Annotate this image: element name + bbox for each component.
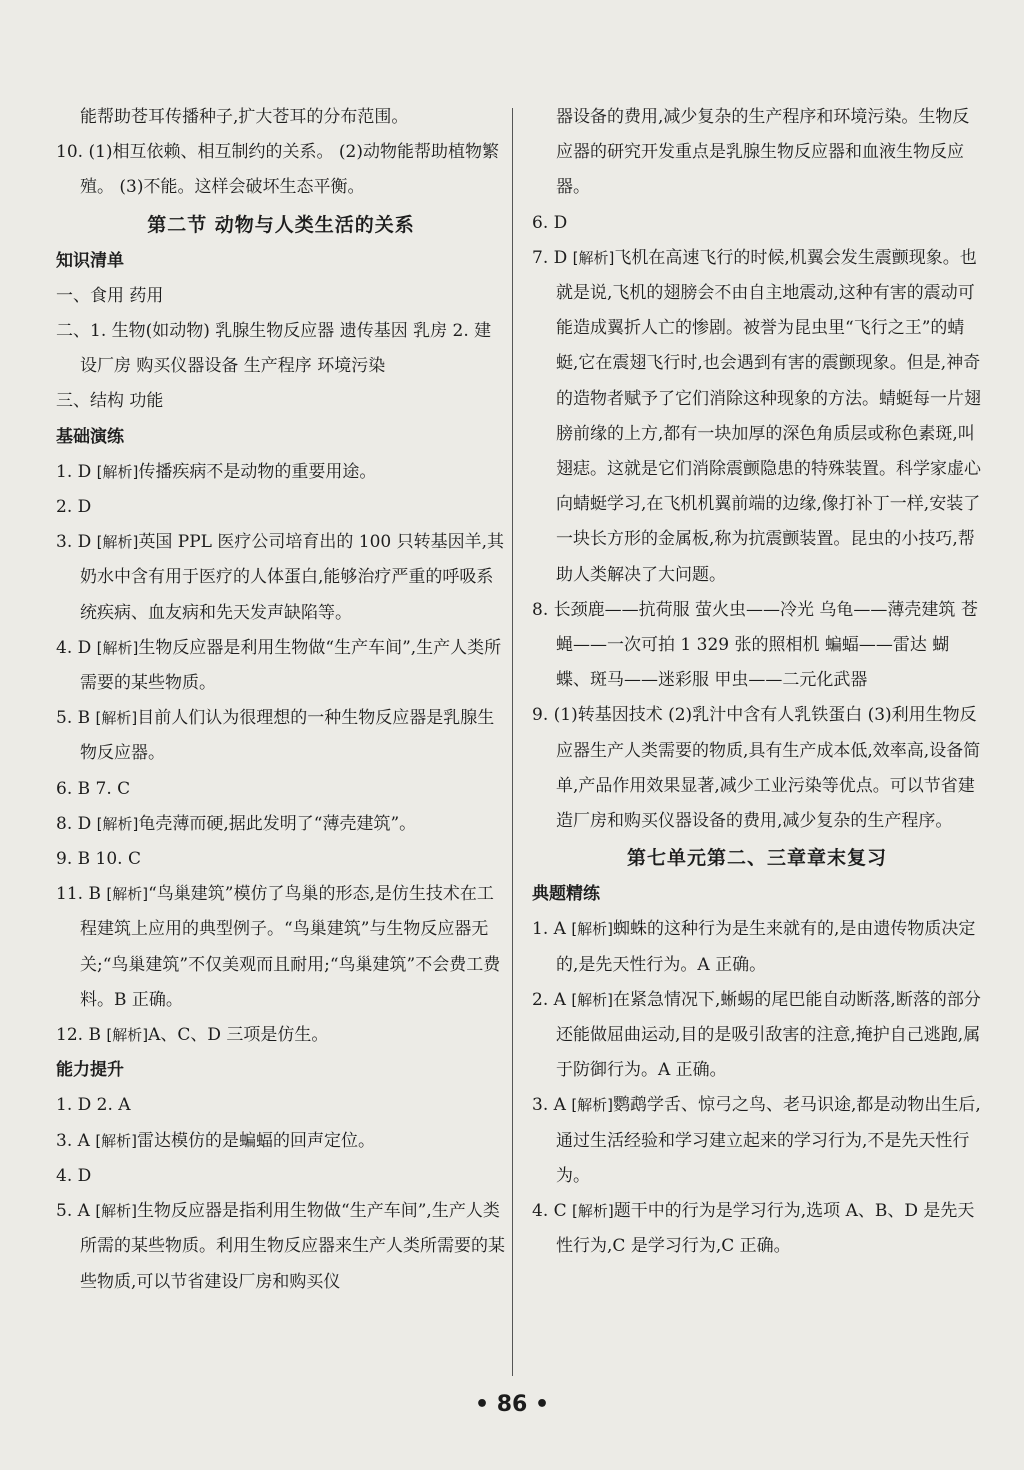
answer-1: 1. D [解析]传播疾病不是动物的重要用途。 <box>56 461 377 482</box>
knowledge-1: 一、食用 药用 <box>56 285 164 306</box>
ability-6: 6. D <box>532 212 568 233</box>
text-line: 能帮助苍耳传播种子,扩大苍耳的分布范围。 <box>80 107 409 127</box>
subsection-ability: 能力提升 <box>56 1060 124 1081</box>
answer-12: 12. B [解析]A、C、D 三项是仿生。 <box>56 1025 329 1046</box>
answer-6-7: 6. B 7. C <box>56 778 131 799</box>
review-2: 2. A [解析]在紧急情况下,蜥蜴的尾巴能自动断落,断落的部分还能做屈曲运动,目的是吸引敌害的注意,掩护自己逃跑,属于防御行为。A 正确。 <box>532 989 981 1081</box>
left-column <box>56 100 506 1300</box>
ability-3: 3. A [解析]雷达模仿的是蝙蝠的回声定位。 <box>56 1130 376 1151</box>
right-column <box>532 100 982 1265</box>
knowledge-3: 三、结构 功能 <box>56 391 164 412</box>
knowledge-2: 二、1. 生物(如动物) 乳腺生物反应器 遗传基因 乳房 2. 建设厂房 购买仪器设备 生产程序 环境污染 <box>56 321 492 377</box>
column-divider <box>512 108 513 1376</box>
page-number: • 86 • <box>474 1392 550 1417</box>
section-title: 第二节 动物与人类生活的关系 <box>147 213 415 236</box>
answer-11: 11. B [解析]“鸟巢建筑”模仿了鸟巢的形态,是仿生技术在工程建筑上应用的典型例子。“鸟巢建筑”与生物反应器无关;“鸟巢建筑”不仅美观而且耐用;“鸟巢建筑”不会费工费料。B 正确。 <box>56 884 501 1010</box>
ability-7: 7. D [解析]飞机在高速飞行的时候,机翼会发生震颤现象。也就是说,飞机的翅膀会不由自主地震动,这种有害的震动可能造成翼折人亡的惨剧。被誉为昆虫里“飞行之王”的蜻蜓,它在震翅飞行时,也会遇到有害的震颤现象。但是,神奇的造物者赋予了它们消除这种现象的方法。蜻蜓每一片翅膀前缘的上方,都有一块加厚的深色角质层或称色素斑,叫翅痣。这就是它们消除震颤隐患的特殊装置。科学家虚心向蜻蜓学习,在飞机机翼前端的边缘,像打补丁一样,安装了一块长方形的金属板,称为抗震颤装置。昆虫的小技巧,帮助人类解决了大问题。 <box>532 247 981 585</box>
answer-5: 5. B [解析]目前人们认为很理想的一种生物反应器是乳腺生物反应器。 <box>56 708 495 764</box>
subsection-typical: 典题精练 <box>532 884 600 905</box>
answer-10: 10. (1)相互依赖、相互制约的关系。 (2)动物能帮助植物繁殖。 (3)不能。这样会破坏生态平衡。 <box>56 142 500 198</box>
answer-4: 4. D [解析]生物反应器是利用生物做“生产车间”,生产人类所需要的某些物质。 <box>56 637 502 694</box>
answer-8: 8. D [解析]龟壳薄而硬,据此发明了“薄壳建筑”。 <box>56 813 417 834</box>
answer-2: 2. D <box>56 497 92 518</box>
ability-1-2: 1. D 2. A <box>56 1095 131 1116</box>
chapter-review-title: 第七单元第二、三章章末复习 <box>626 847 887 870</box>
subsection-knowledge: 知识清单 <box>56 250 124 271</box>
ability-9: 9. (1)转基因技术 (2)乳汁中含有人乳铁蛋白 (3)利用生物反应器生产人类需要的物质,具有生产成本低,效率高,设备简单,产品作用效果显著,减少工业污染等优点。可以节省建造厂房和购买仪器设备的费用,减少复杂的生产程序。 <box>532 705 981 832</box>
answer-3: 3. D [解析]英国 PPL 医疗公司培育出的 100 只转基因羊,其奶水中含有用于医疗的人体蛋白,能够治疗严重的呼吸系统疾病、血友病和先天发声缺陷等。 <box>56 532 505 623</box>
ability-5: 5. A [解析]生物反应器是指利用生物做“生产车间”,生产人类所需的某些物质。利用生物反应器来生产人类所需要的某些物质,可以节省建设厂房和购买仪 <box>56 1201 505 1292</box>
text-continuation: 器设备的费用,减少复杂的生产程序和环境污染。生物反应器的研究开发重点是乳腺生物反应器和血液生物反应器。 <box>556 107 970 198</box>
ability-4: 4. D <box>56 1165 92 1186</box>
review-4: 4. C [解析]题干中的行为是学习行为,选项 A、B、D 是先天性行为,C 是学习行为,C 正确。 <box>532 1201 975 1257</box>
answer-9-10: 9. B 10. C <box>56 849 141 870</box>
review-3: 3. A [解析]鹦鹉学舌、惊弓之鸟、老马识途,都是动物出生后,通过生活经验和学习建立起来的学习行为,不是先天性行为。 <box>532 1095 981 1186</box>
ability-8: 8. 长颈鹿——抗荷服 萤火虫——冷光 乌龟——薄壳建筑 苍蝇——一次可拍 1 329 张的照相机 蝙蝠——雷达 蝴蝶、斑马——迷彩服 甲虫——二元化武器 <box>532 599 978 691</box>
subsection-basic: 基础演练 <box>56 426 124 447</box>
review-1: 1. A [解析]蜘蛛的这种行为是生来就有的,是由遗传物质决定的,是先天性行为。A 正确。 <box>532 919 976 975</box>
